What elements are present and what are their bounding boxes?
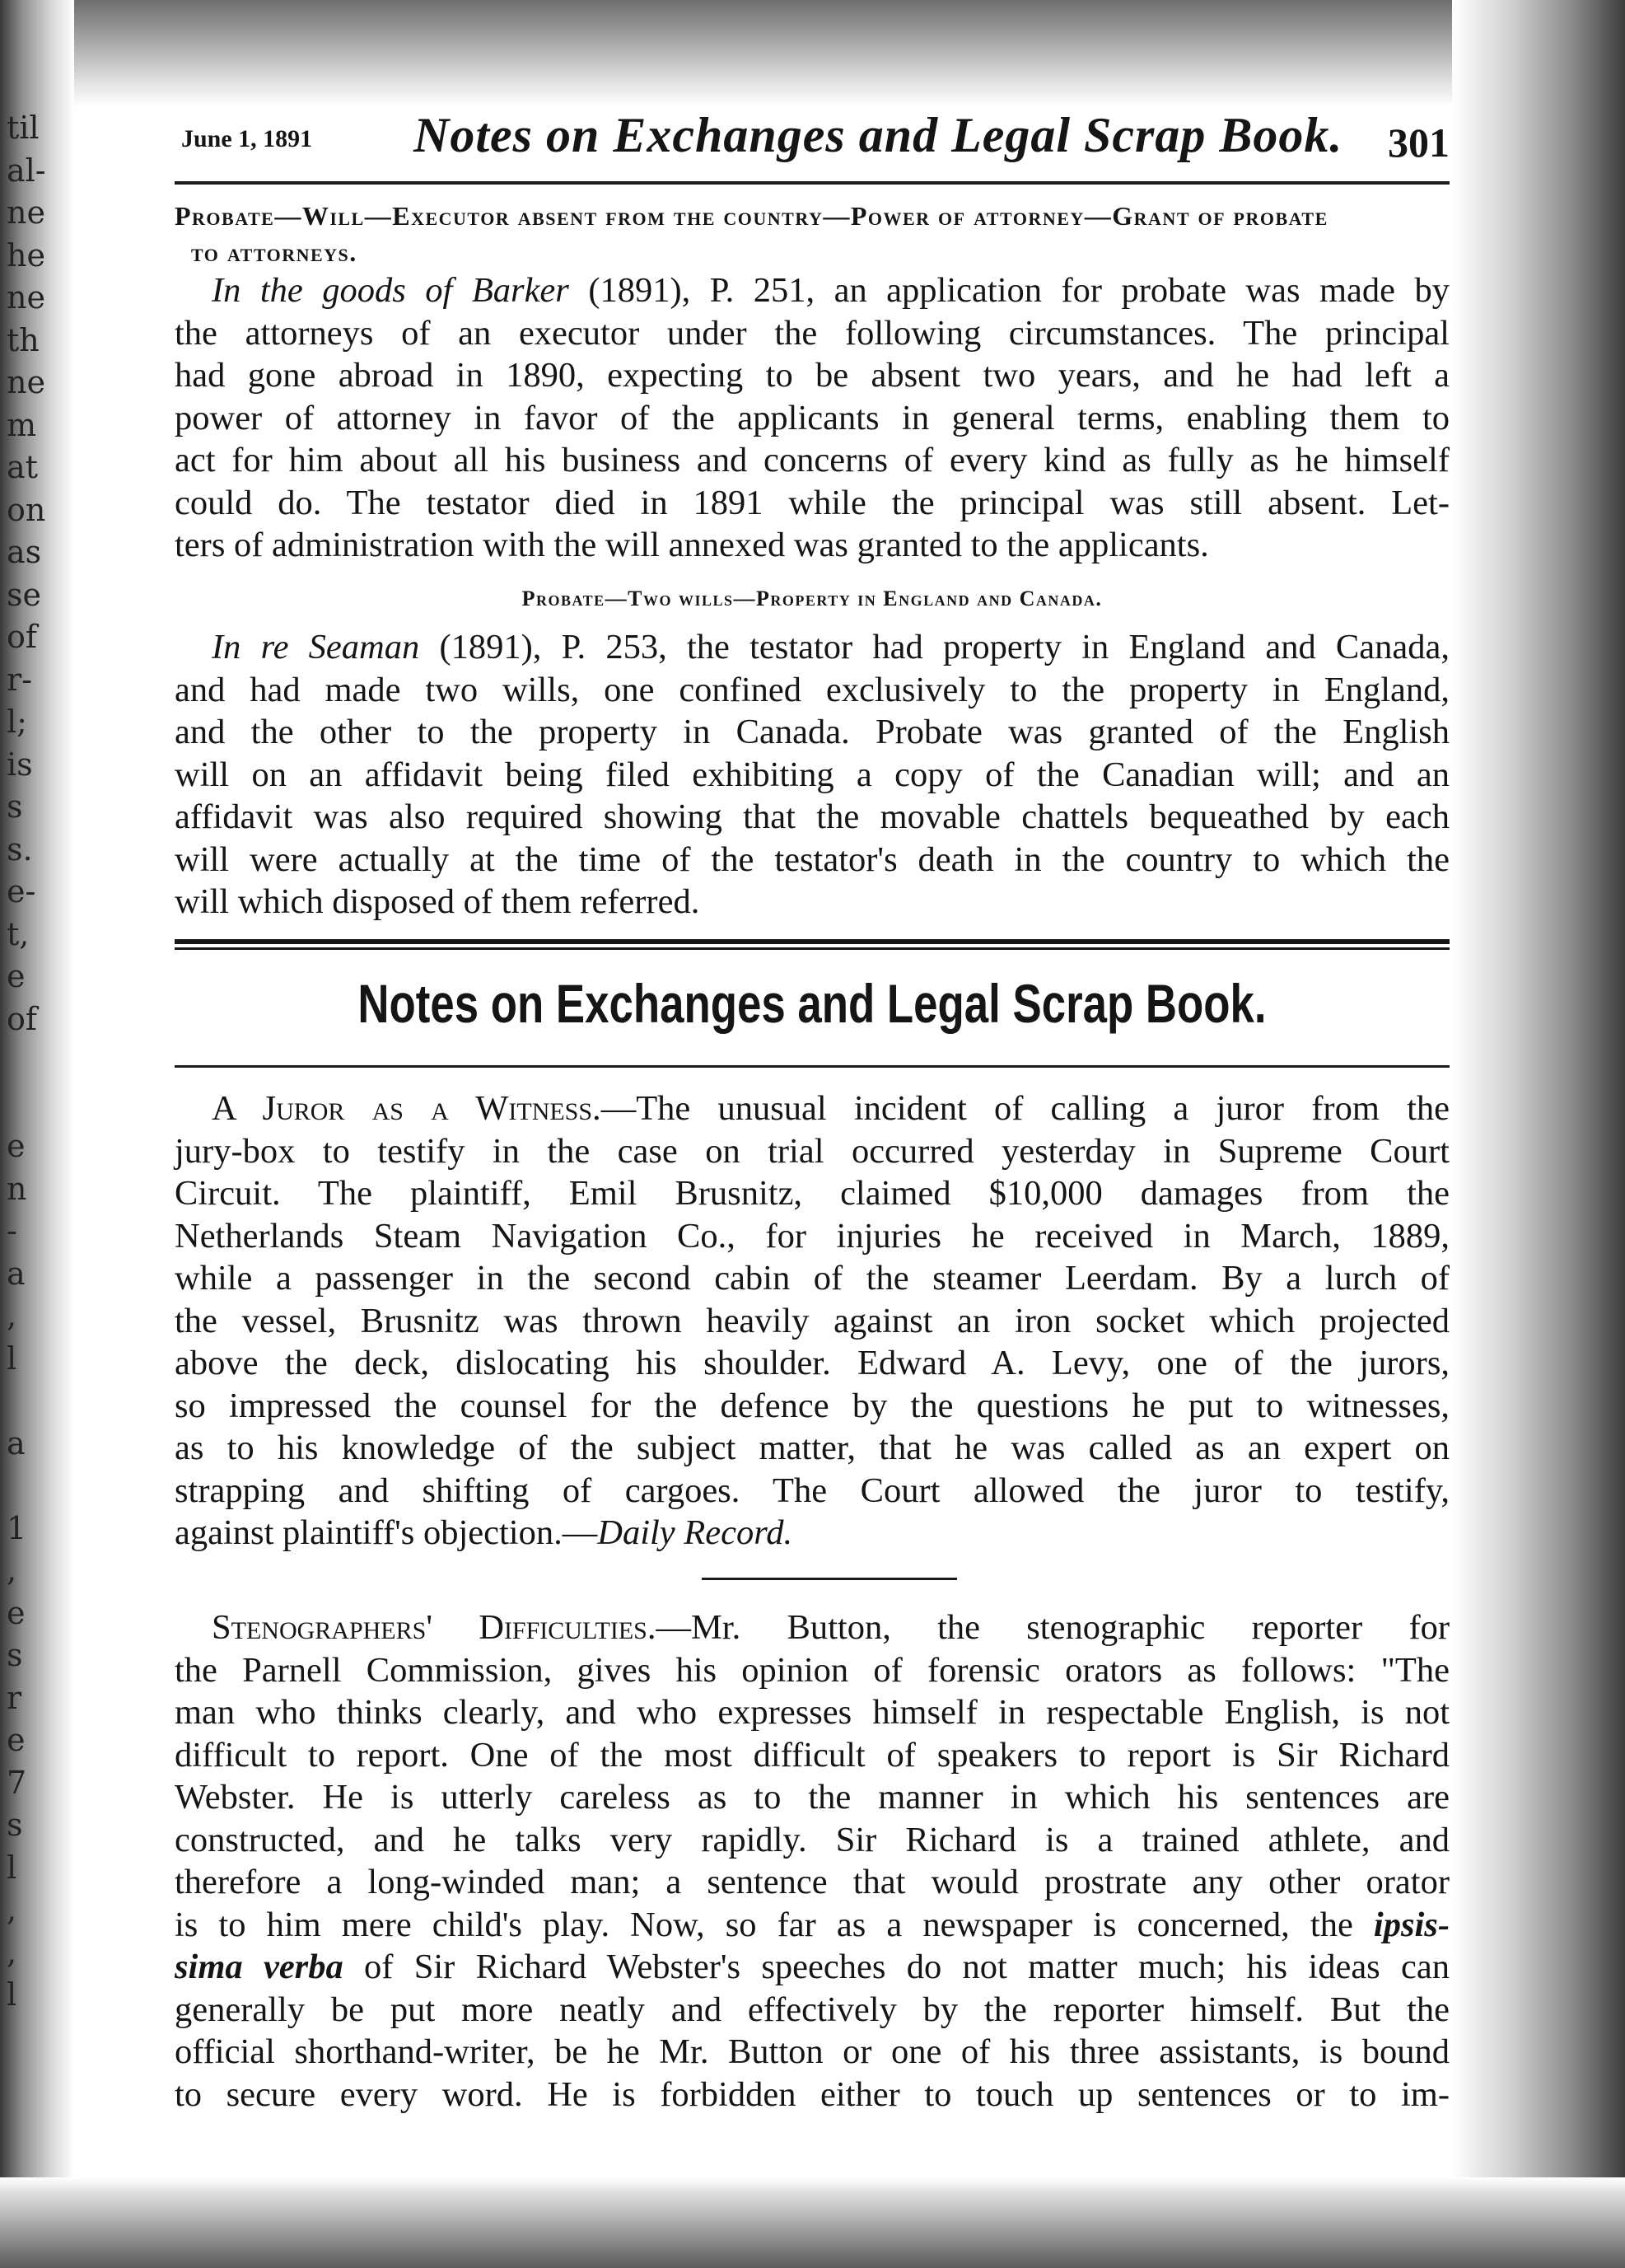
gutter-fragment: s. — [7, 830, 33, 867]
article3-line-10: against plaintiff's objection.—Daily Record. — [175, 1513, 793, 1552]
gutter-fragment: se — [7, 576, 41, 613]
gutter-fragment — [7, 1083, 72, 1126]
gutter-fragment: is — [7, 746, 33, 783]
article3-body — [175, 1087, 1450, 1555]
facing-page-fragments — [7, 107, 72, 2013]
gutter-fragment: , — [7, 1552, 17, 1588]
article4-line-7: is to him mere child's play. Now, so far as a newspaper is concerned, the ipsis- — [175, 1905, 1450, 1944]
gutter-fragment: he — [7, 236, 45, 274]
gutter-fragment: th — [7, 321, 40, 358]
gutter-fragment: , — [7, 1934, 17, 1971]
gutter-fragment: s — [7, 788, 23, 825]
article4-latin-phrase-1: ipsis- — [1352, 1905, 1450, 1944]
article4-latin-phrase-2: sima verba — [175, 1948, 343, 1986]
gutter-fragment: l — [7, 1976, 17, 2013]
article1-line-2: had gone abroad in 1890, expecting to be absent two years, and he had left a — [175, 356, 1450, 395]
article3-source: Daily Record. — [597, 1513, 793, 1552]
gutter-fragment: r — [7, 1679, 22, 1716]
gutter-fragment: e — [7, 1594, 26, 1631]
gutter-fragment: s — [7, 1807, 23, 1843]
article4-line-6: therefore a long-winded man; a sentence that would prostrate any other orator — [175, 1863, 1450, 1901]
gutter-fragment: , — [7, 1892, 17, 1928]
gutter-fragment: e — [7, 1722, 26, 1758]
article1-line-1: the attorneys of an executor under the following circumstances. The principal — [175, 313, 1450, 353]
article3-line-0: A Juror as a Witness.—The unusual incident of calling a juror from the — [212, 1089, 1450, 1128]
gutter-fragment: ne — [7, 279, 45, 316]
gutter-fragment: a — [7, 1424, 26, 1461]
page-number: 301 — [1388, 119, 1450, 166]
gutter-fragment: til — [7, 110, 40, 146]
article1-line-4: act for him about all his business and concerns of every kind as fully as he himself — [175, 441, 1450, 479]
gutter-fragment: l — [7, 1849, 17, 1886]
article-separator-rule — [702, 1578, 957, 1580]
article4-line-5: constructed, and he talks very rapidly. Sir Richard is a trained athlete, and — [175, 1820, 1450, 1859]
article4-line-0: Stenographers' Difficulties.—Mr. Button, the stenographic reporter for — [212, 1608, 1450, 1647]
article4-line-9: generally be put more neatly and effectively by the reporter himself. But the — [175, 1990, 1450, 2029]
gutter-fragment: e — [7, 958, 26, 994]
page — [175, 0, 1450, 2268]
article2-line-5: will were actually at the time of the testator's death in the country to which the — [175, 839, 1450, 879]
gutter-fragment: e- — [7, 873, 36, 910]
article1-line-3: power of attorney in favor of the applicants in general terms, enabling them to — [175, 398, 1450, 437]
gutter-fragment: al- — [7, 152, 46, 189]
article2-line-0: In re Seaman (1891), P. 253, the testator had property in England and Canada, — [212, 628, 1450, 666]
running-head-title: Notes on Exchanges and Legal Scrap Book. — [413, 108, 1343, 162]
gutter-fragment: s — [7, 1637, 23, 1673]
article2-heading: Probate—Two wills—Property in England and Canada. — [521, 587, 1103, 610]
article3-line-5: the vessel, Brusnitz was thrown heavily against an iron socket which projected — [175, 1301, 1450, 1340]
gutter-fragment: l; — [7, 704, 27, 740]
article2-line-6: will which disposed of them referred. — [175, 882, 700, 921]
gutter-fragment: ne — [7, 364, 45, 400]
gutter-fragment: ne — [7, 194, 45, 231]
article3-line-9: strapping and shifting of cargoes. The Court allowed the juror to testify, — [175, 1471, 1450, 1510]
article2-case-name: In re Seaman — [212, 628, 420, 666]
gutter-fragment — [7, 1040, 72, 1083]
article2-line-4: affidavit was also required showing that the movable chattels bequeathed by each — [175, 797, 1450, 836]
article2-line-1: and had made two wills, one confined exclusively to the property in England, — [175, 670, 1450, 709]
article4-body — [175, 1606, 1450, 2116]
article4-line-8: sima verba of Sir Richard Webster's speeches do not matter much; his ideas can — [175, 1948, 1450, 1986]
gutter-fragment: of — [7, 619, 37, 655]
section-title-rule — [175, 1065, 1450, 1068]
article1-case-name: In the goods of Barker — [212, 271, 569, 310]
gutter-fragment: m — [7, 406, 37, 443]
article4-heading: Stenographers' Difficulties. — [212, 1608, 656, 1647]
article4-line-10: official shorthand-writer, be he Mr. Button or one of his three assistants, is bound — [175, 2032, 1450, 2071]
gutter-fragment: of — [7, 1000, 37, 1037]
running-head — [175, 107, 1450, 173]
article3-line-8: as to his knowledge of the subject matter, that he was called as an expert on — [175, 1429, 1450, 1467]
article4-line-2: man who thinks clearly, and who expresses himself in respectable English, is not — [175, 1693, 1450, 1732]
article1-heading-line1: Probate—Will—Executor absent from the country—Power of attorney—Grant of probate — [175, 201, 1328, 231]
article3-line-7: so impressed the counsel for the defence by the questions he put to witnesses, — [175, 1386, 1450, 1425]
gutter-fragment: on — [7, 491, 46, 528]
article1-line-5: could do. The testator died in 1891 while the principal was still absent. Let- — [175, 483, 1450, 522]
article3-line-1: jury-box to testify in the case on trial occurred yesterday in Supreme Court — [175, 1131, 1450, 1171]
gutter-fragment: t, — [7, 915, 30, 952]
article3-heading: A Juror as a Witness. — [212, 1089, 601, 1128]
gutter-fragment: a — [7, 1255, 26, 1292]
section-divider — [175, 939, 1450, 951]
gutter-fragment — [7, 1465, 72, 1508]
article3-line-4: while a passenger in the second cabin of the steamer Leerdam. By a lurch of — [175, 1259, 1450, 1298]
gutter-fragment: l — [7, 1340, 17, 1377]
article1-body — [175, 269, 1450, 567]
article4-line-11: to secure every word. He is forbidden either to touch up sentences or to im- — [175, 2074, 1450, 2114]
gutter-fragment: r- — [7, 661, 33, 698]
article3-line-6: above the deck, dislocating his shoulder. Edward A. Levy, one of the jurors, — [175, 1344, 1450, 1382]
gutter-fragment — [7, 1380, 72, 1423]
header-rule — [175, 181, 1450, 185]
gutter-fragment: n — [7, 1170, 27, 1207]
gutter-fragment: e — [7, 1128, 26, 1164]
article4-line-4: Webster. He is utterly careless as to the manner in which his sentences are — [175, 1778, 1450, 1817]
article1-heading — [175, 198, 1450, 270]
scan-shadow-right — [1452, 0, 1625, 2268]
gutter-fragment: as — [7, 534, 42, 570]
article2-body — [175, 626, 1450, 924]
gutter-fragment: 1 — [7, 1509, 27, 1546]
article2-line-3: will on an affidavit being filed exhibiting a copy of the Canadian will; and an — [175, 755, 1450, 794]
article1-line-6: ters of administration with the will annexed was granted to the applicants. — [175, 526, 1209, 564]
article1-line-0: In the goods of Barker (1891), P. 251, an application for probate was made by — [212, 271, 1450, 310]
running-head-date: June 1, 1891 — [181, 125, 313, 152]
article3-line-2: Circuit. The plaintiff, Emil Brusnitz, claimed $10,000 damages from the — [175, 1174, 1450, 1213]
article1-heading-line2: to attorneys. — [191, 237, 357, 267]
gutter-fragment: 7 — [7, 1764, 27, 1801]
article2-line-2: and the other to the property in Canada. Probate was granted of the English — [175, 713, 1450, 751]
gutter-fragment: , — [7, 1298, 17, 1334]
section-title: Notes on Exchanges and Legal Scrap Book. — [357, 973, 1267, 1034]
gutter-fragment: at — [7, 449, 38, 485]
article4-line-3: difficult to report. One of the most difficult of speakers to report is Sir Richard — [175, 1735, 1450, 1775]
gutter-fragment: - — [7, 1213, 17, 1249]
article4-line-1: the Parnell Commission, gives his opinion of forensic orators as follows: "The — [175, 1650, 1450, 1690]
article3-line-3: Netherlands Steam Navigation Co., for injuries he received in March, 1889, — [175, 1216, 1450, 1256]
